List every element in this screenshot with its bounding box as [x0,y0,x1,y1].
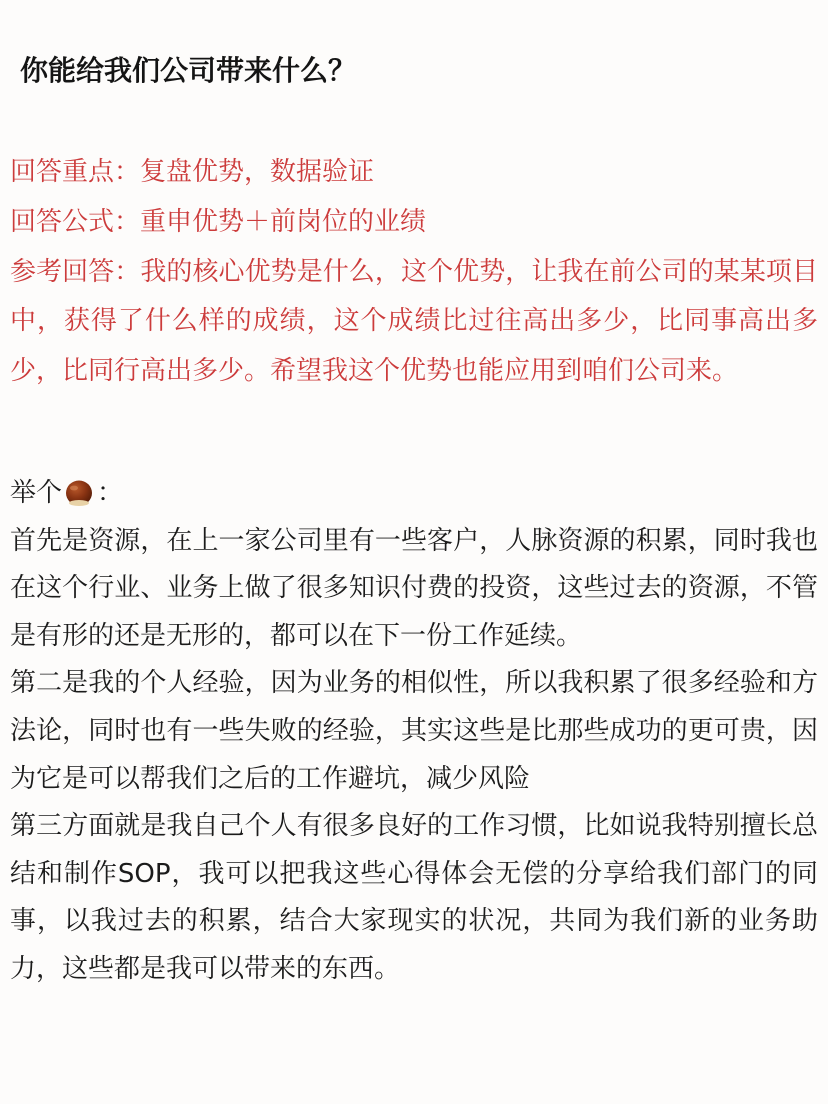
answer-formula: 回答公式：重申优势＋前岗位的业绩 [10,206,427,237]
page-title: 你能给我们公司带来什么？ [20,54,357,87]
example-paragraph-1: 首先是资源，在上一家公司里有一些客户，人脉资源的积累，同时我也在这个行业、业务上做了很多知识付费的投资，这些过去的资源，不管是有形的还是无形的，都可以在下一份工作延续。 [10,525,818,651]
example-paragraph-3: 第三方面就是我自己个人有很多良好的工作习惯，比如说我特别擅长总结和制作SOP，我可以把我这些心得体会无偿的分享给我们部门的同事，以我过去的积累，结合大家现实的状况，共同为我们新的业务助力，这些都是我可以带来的东西。 [10,811,818,984]
answer-guide [10,148,818,397]
example-lead: 举个 [10,478,63,508]
example-paragraph-2: 第二是我的个人经验，因为业务的相似性，所以我积累了很多经验和方法论，同时也有一些失败的经验，其实这些是比那些成功的更可贵，因为它是可以帮我们之后的工作避坑，减少风险 [10,668,818,794]
example-section [10,470,818,994]
example-heading [10,470,818,518]
answer-reference: 参考回答：我的核心优势是什么，这个优势，让我在前公司的某某项目中，获得了什么样的成绩，这个成绩比过往高出多少，比同事高出多少，比同行高出多少。希望我这个优势也能应用到咱们公司来。 [10,256,818,387]
answer-focus: 回答重点：复盘优势，数据验证 [10,157,375,187]
chestnut-icon [64,477,94,507]
example-colon: ： [97,478,124,508]
